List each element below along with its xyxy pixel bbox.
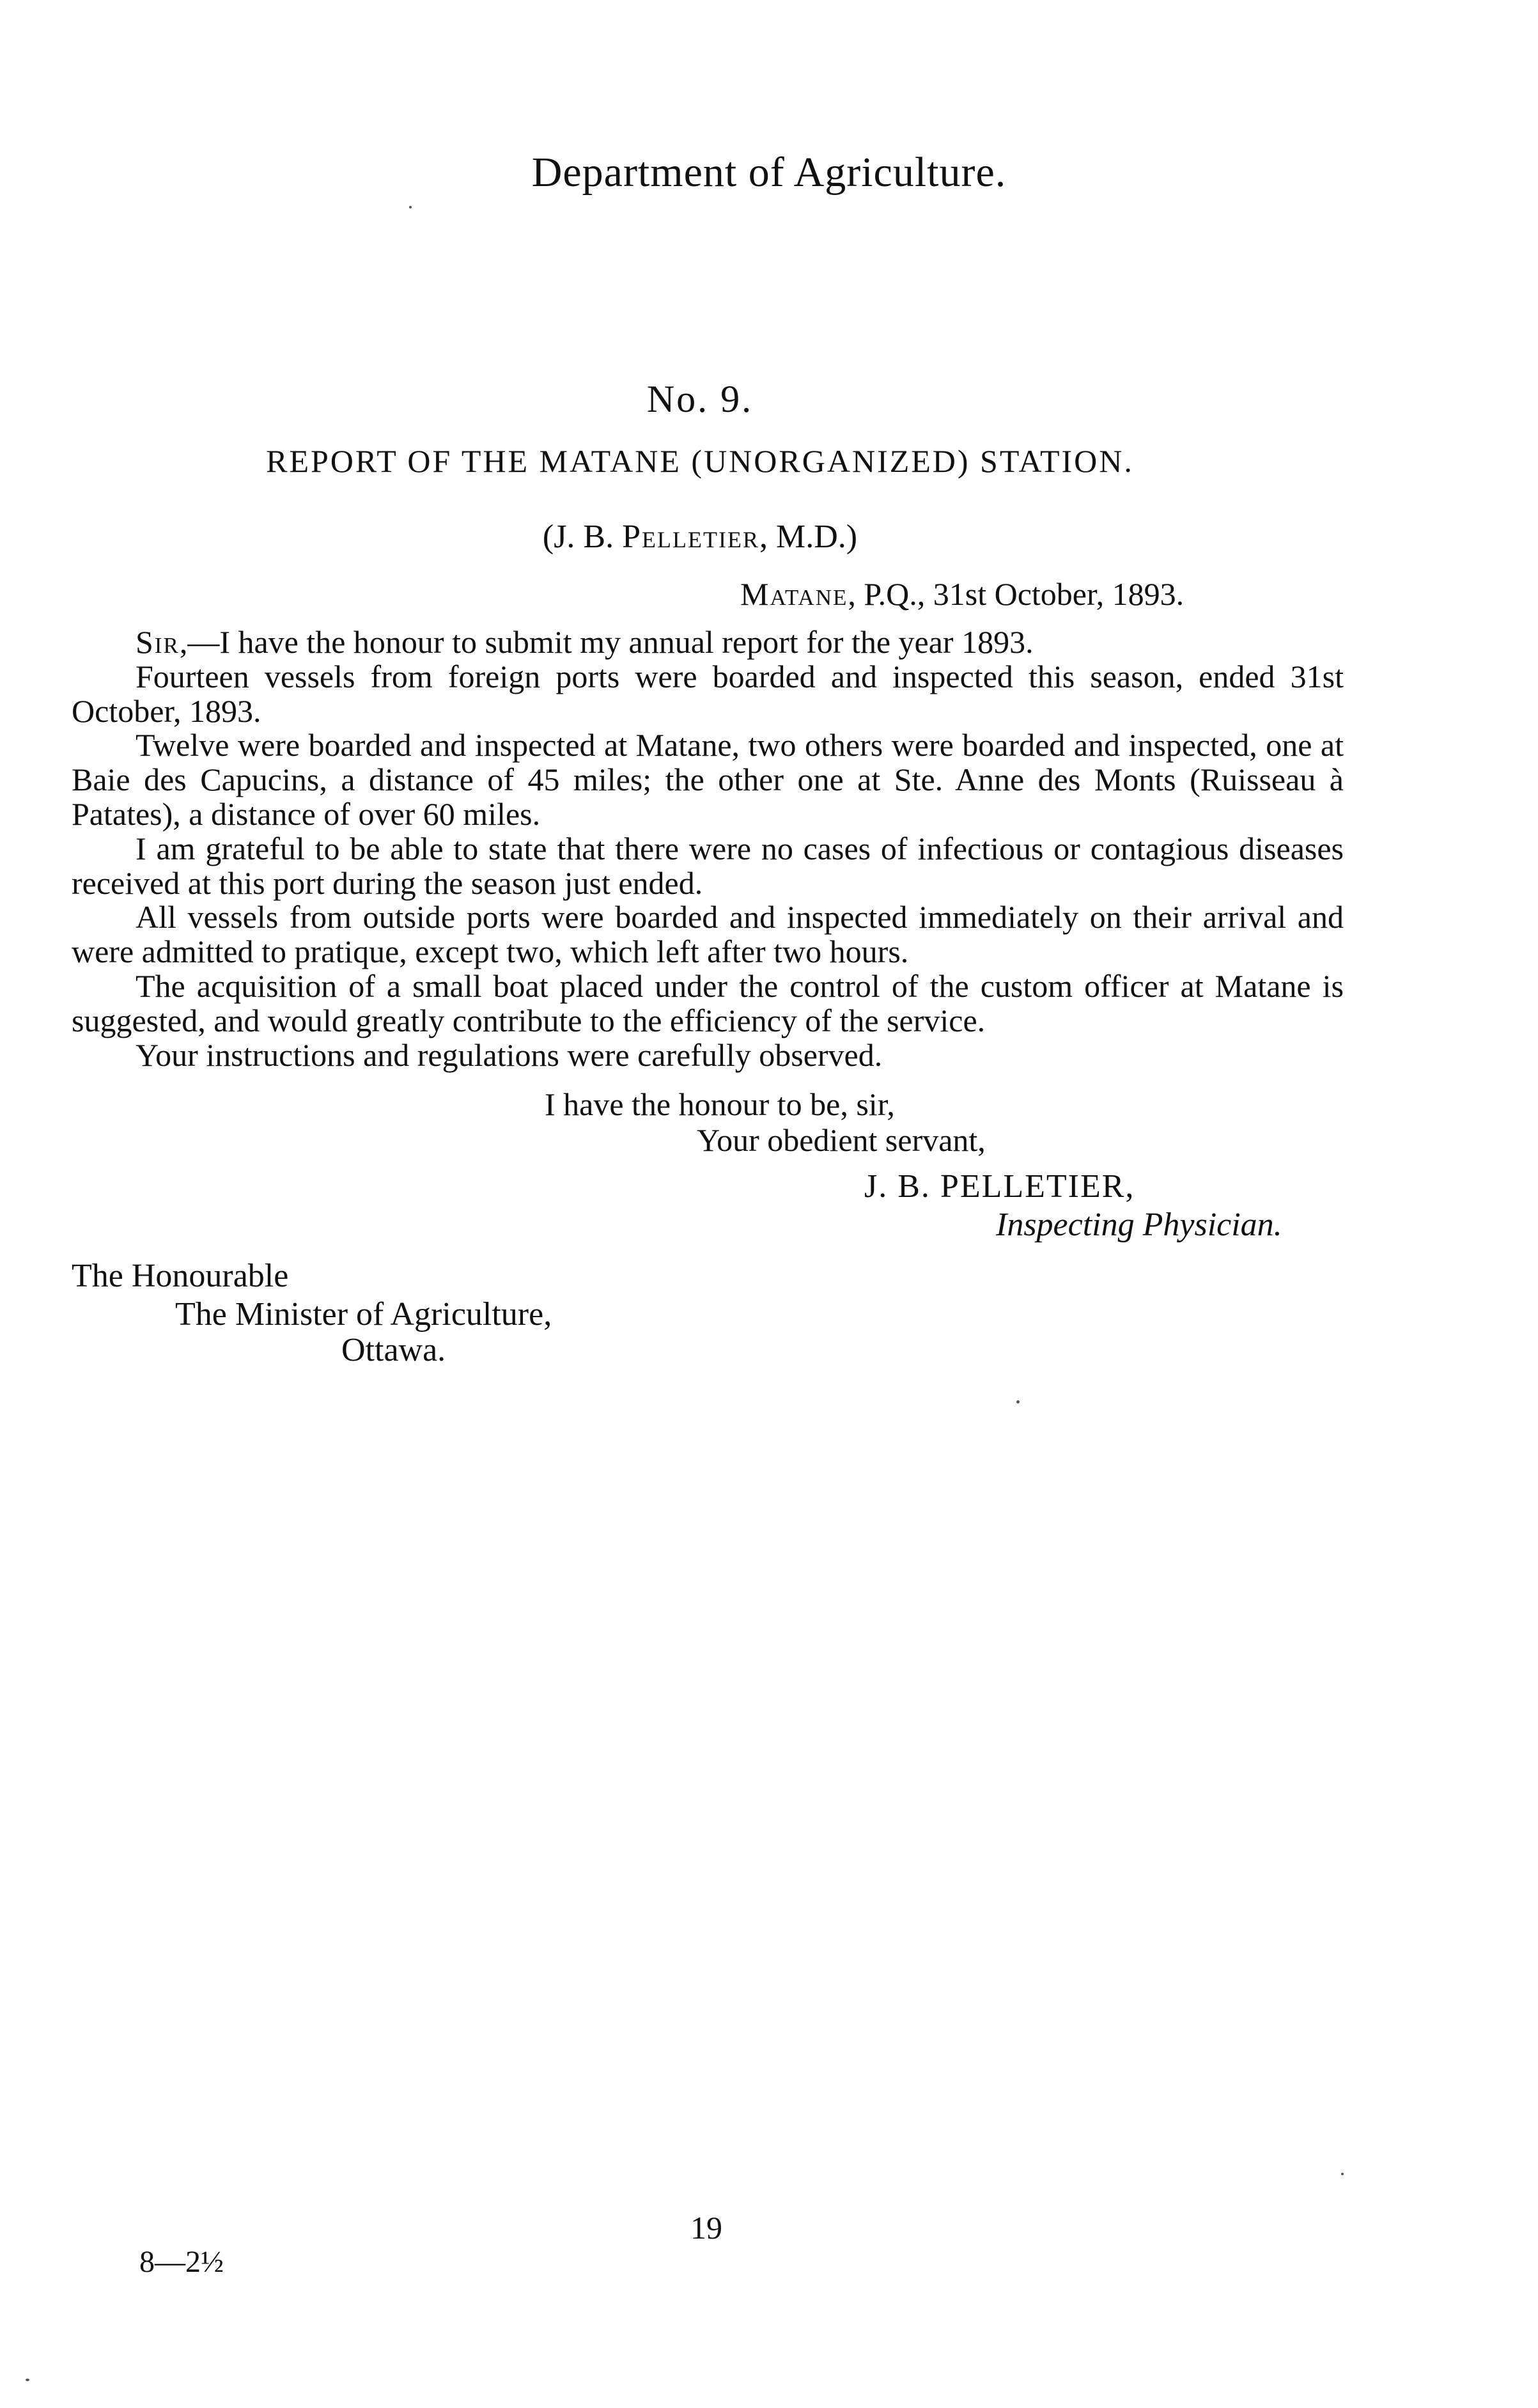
paragraph-salutation bbox=[72, 625, 1344, 660]
paragraph-instructions: Your instructions and regulations were carefully observed. bbox=[136, 1036, 883, 1073]
signature-name: J. B. PELLETIER, bbox=[864, 1168, 1135, 1205]
author-open: (J. B. bbox=[542, 519, 623, 555]
paragraph-pratique: All vessels from outside ports were boarded and inspected immediately on their arrival and were admitted to pratique, except two, which left after two hours. bbox=[72, 899, 1344, 970]
salutation: Sir bbox=[136, 624, 180, 660]
closing-line: I have the honour to be, sir, bbox=[545, 1086, 895, 1122]
author-name: Pelletier bbox=[622, 519, 759, 555]
paragraph-vessels: Fourteen vessels from foreign ports were boarded and inspected this season, ended 31st October, 1893. bbox=[72, 658, 1344, 729]
paragraph-diseases: I am grateful to be able to state that there were no cases of infectious or contagious diseases received at this port during the season just ended. bbox=[72, 830, 1344, 901]
addressee-line: Ottawa. bbox=[341, 1332, 446, 1368]
running-header: Department of Agriculture. bbox=[531, 149, 1007, 196]
dateline bbox=[740, 575, 1184, 613]
scan-speck bbox=[1016, 1400, 1020, 1403]
dateline-date: , P.Q., 31st October, 1893. bbox=[848, 576, 1185, 612]
addressee-line: The Honourable bbox=[72, 1258, 289, 1294]
report-body bbox=[72, 625, 1344, 1072]
author-line bbox=[0, 518, 1400, 556]
scan-speck bbox=[26, 2379, 29, 2381]
report-number: No. 9. bbox=[646, 378, 754, 420]
addressee-line: The Minister of Agriculture, bbox=[175, 1296, 552, 1333]
paragraph-boardings: Twelve were boarded and inspected at Matane, two others were boarded and inspected, one at Baie des Capucins, a distance of 45 miles; the other one at Ste. Anne des Monts (Ruisseau à Patates), a distance of over 60 miles. bbox=[72, 727, 1344, 832]
report-title: REPORT OF THE MATANE (UNORGANIZED) STATION. bbox=[266, 443, 1134, 479]
scan-speck bbox=[409, 206, 412, 208]
paragraph-text: ,—I have the honour to submit my annual report for the year 1893. bbox=[179, 624, 1034, 660]
printer-signature-mark: 8—2½ bbox=[139, 2245, 224, 2279]
page-number: 19 bbox=[690, 2210, 722, 2246]
paragraph-boat: The acquisition of a small boat placed under the control of the custom officer at Matane is suggested, and would greatly contribute to the efficiency of the service. bbox=[72, 967, 1344, 1038]
signature-title: Inspecting Physician. bbox=[996, 1207, 1282, 1243]
dateline-place: Matane bbox=[740, 576, 848, 612]
scan-speck bbox=[1341, 2173, 1344, 2175]
author-close: , M.D.) bbox=[759, 519, 858, 555]
closing-line: Your obedient servant, bbox=[697, 1122, 986, 1158]
